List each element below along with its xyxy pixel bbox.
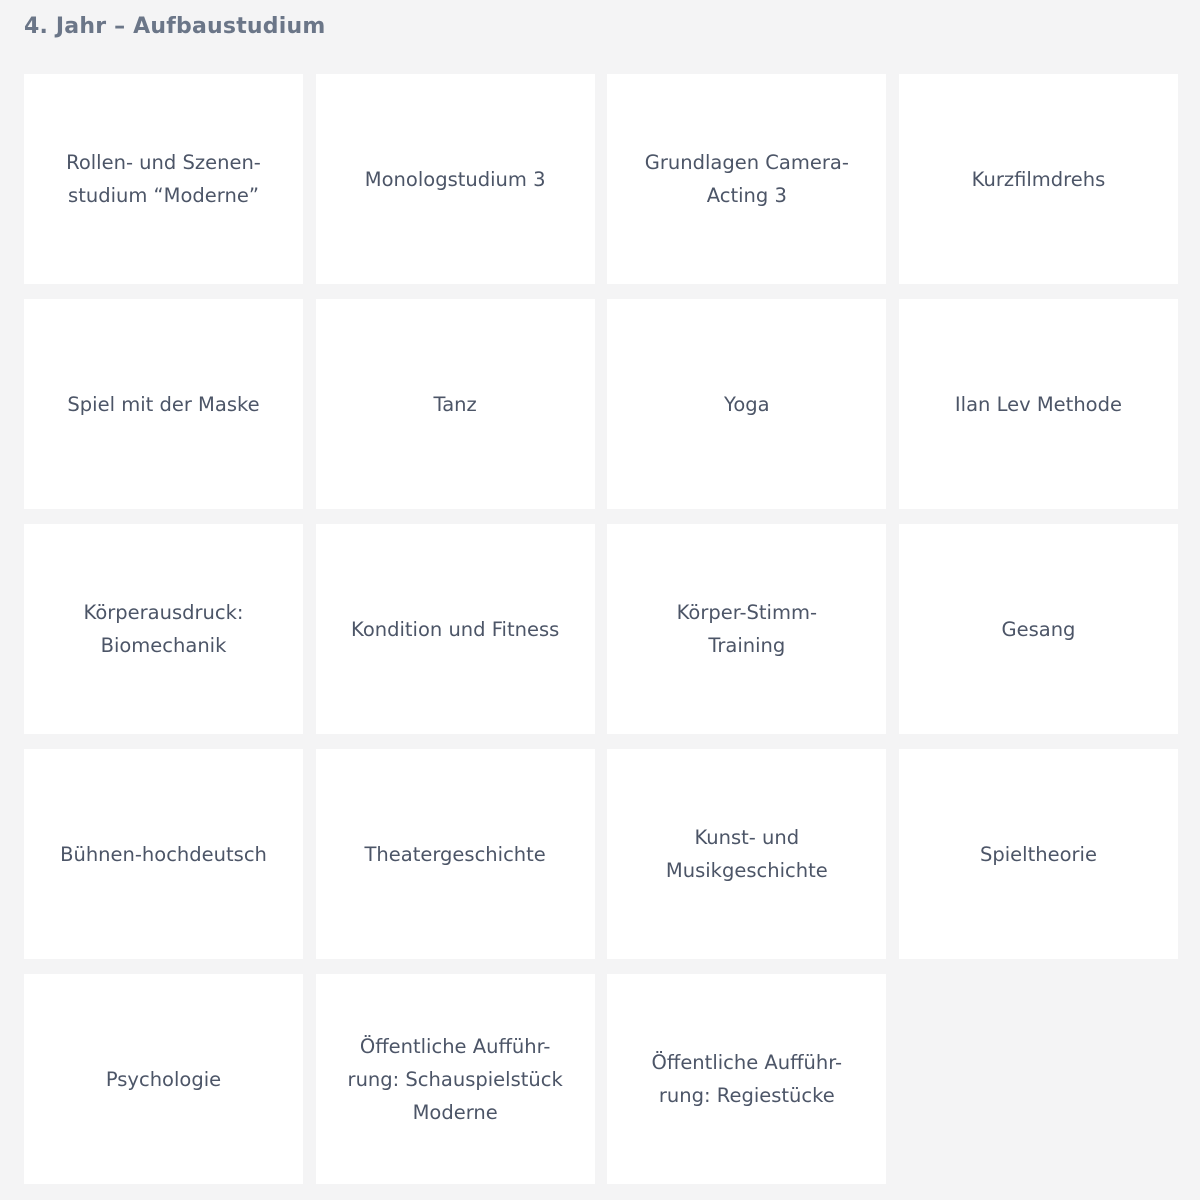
course-card-kurzfilmdrehs[interactable] (899, 74, 1178, 284)
course-card-spieltheorie[interactable] (899, 749, 1178, 959)
course-card-gesang[interactable] (899, 524, 1178, 734)
section-title: 4. Jahr – Aufbaustudium (24, 14, 326, 39)
course-card-tanz[interactable] (316, 299, 595, 509)
course-card-label: Spieltheorie (979, 842, 1097, 866)
course-card-label: Öffentliche Aufführ- rung: Schauspielstück Moderne (347, 1034, 563, 1124)
course-card-label: Tanz (433, 392, 477, 416)
course-card-label: Yoga (724, 392, 770, 416)
course-card-label: Körperausdruck: Biomechanik (83, 601, 244, 657)
course-card-ilan-lev[interactable] (899, 299, 1178, 509)
course-card-label: Grundlagen Camera- Acting 3 (644, 151, 849, 207)
course-card-kunst-musikgeschichte[interactable] (607, 749, 886, 959)
course-card-label: Kondition und Fitness (351, 617, 560, 641)
course-card-camera-acting[interactable] (607, 74, 886, 284)
course-card-rollen-szenenstudium[interactable] (24, 74, 303, 284)
course-card-label: Kunst- und Musikgeschichte (665, 826, 828, 882)
course-card-yoga[interactable] (607, 299, 886, 509)
course-card-theatergeschichte[interactable] (316, 749, 595, 959)
course-card-kondition-fitness[interactable] (316, 524, 595, 734)
course-card-monologstudium[interactable] (316, 74, 595, 284)
course-card-koerper-stimm-training[interactable] (607, 524, 886, 734)
course-card-label: Öffentliche Aufführ- rung: Regiestücke (651, 1051, 843, 1107)
course-card-label: Rollen- und Szenen- studium “Moderne” (66, 151, 261, 207)
course-card-label: Kurzfilmdrehs (971, 167, 1106, 191)
course-card-label: Körper-Stimm- Training (676, 601, 818, 657)
course-card-label: Theatergeschichte (364, 842, 546, 866)
course-card-label: Monologstudium 3 (364, 167, 546, 191)
course-card-label: Psychologie (105, 1067, 222, 1091)
course-card-label: Gesang (1001, 617, 1076, 641)
course-card-label: Bühnen-hochdeutsch (60, 842, 267, 866)
course-card-maske[interactable] (24, 299, 303, 509)
course-card-auffuehrung-schauspielstueck[interactable] (316, 974, 595, 1184)
course-card-auffuehrung-regiestuecke[interactable] (607, 974, 886, 1184)
course-card-label: Spiel mit der Maske (67, 392, 260, 416)
course-card-psychologie[interactable] (24, 974, 303, 1184)
course-card-buehnenhochdeutsch[interactable] (24, 749, 303, 959)
course-card-biomechanik[interactable] (24, 524, 303, 734)
course-grid (24, 74, 1178, 1184)
course-card-label: Ilan Lev Methode (954, 392, 1122, 416)
